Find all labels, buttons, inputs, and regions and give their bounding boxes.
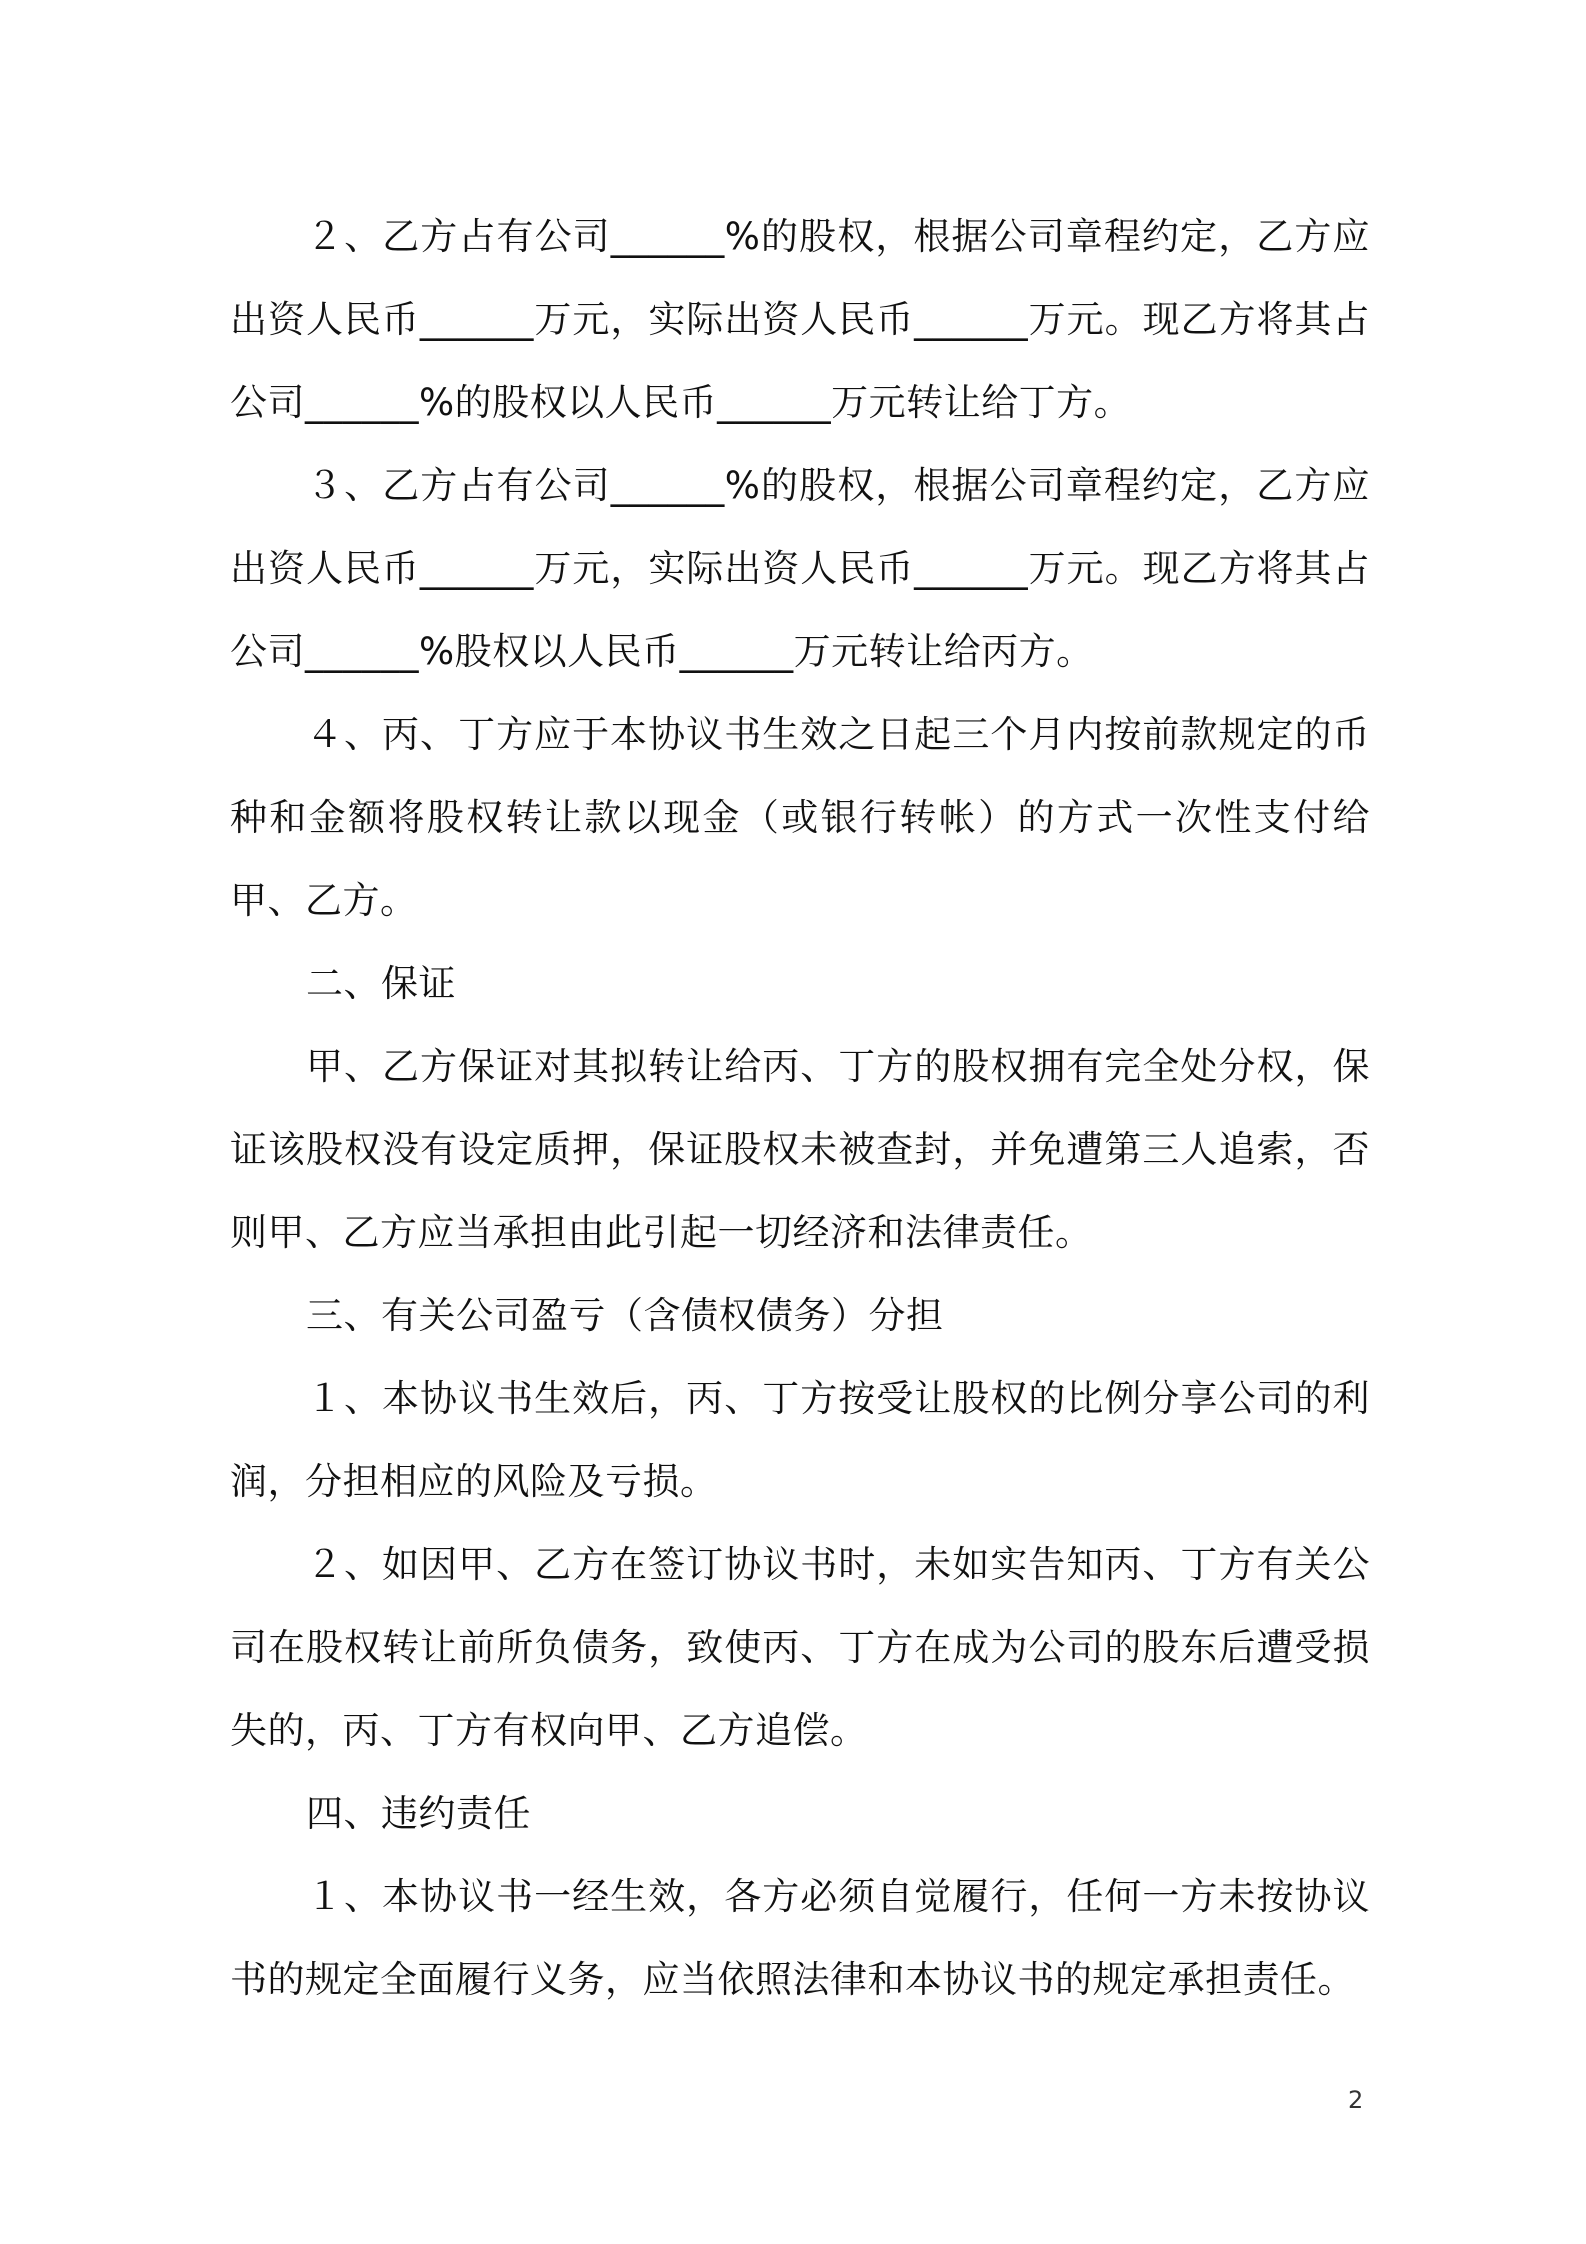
liability-clause-1: １、本协议书一经生效，各方必须自觉履行，任何一方未按协议书的规定全面履行义务，应当依照法律和本协议书的规定承担责任。 (230, 1875, 1370, 2001)
clause-2-equity-transfer-to-ding: ２、乙方占有公司______%的股权，根据公司章程约定，乙方应出资人民币______万元，实际出资人民币______万元。现乙方将其占公司______%的股权以人民币______万元转让给丁方。 (230, 215, 1370, 424)
document-body (230, 195, 1370, 2021)
guarantee-paragraph: 甲、乙方保证对其拟转让给丙、丁方的股权拥有完全处分权，保证该股权没有设定质押，保证股权未被查封，并免遭第三人追索，否则甲、乙方应当承担由此引起一切经济和法律责任。 (230, 1045, 1370, 1254)
section-heading-profit-loss: 三、有关公司盈亏（含债权债务）分担 (306, 1294, 944, 1337)
section-heading-liability: 四、违约责任 (306, 1792, 531, 1835)
clause-4-payment-terms: ４、丙、丁方应于本协议书生效之日起三个月内按前款规定的币种和金额将股权转让款以现金（或银行转帐）的方式一次性支付给甲、乙方。 (230, 713, 1370, 922)
clause-3-equity-transfer-to-bing: ３、乙方占有公司______%的股权，根据公司章程约定，乙方应出资人民币______万元，实际出资人民币______万元。现乙方将其占公司______%股权以人民币______万元转让给丙方。 (230, 464, 1370, 673)
profit-loss-clause-1: １、本协议书生效后，丙、丁方按受让股权的比例分享公司的利润，分担相应的风险及亏损。 (230, 1377, 1370, 1503)
section-heading-guarantee: 二、保证 (306, 962, 456, 1005)
profit-loss-clause-2: ２、如因甲、乙方在签订协议书时，未如实告知丙、丁方有关公司在股权转让前所负债务，致使丙、丁方在成为公司的股东后遭受损失的，丙、丁方有权向甲、乙方追偿。 (230, 1543, 1370, 1752)
page-number: 2 (1348, 2086, 1364, 2114)
